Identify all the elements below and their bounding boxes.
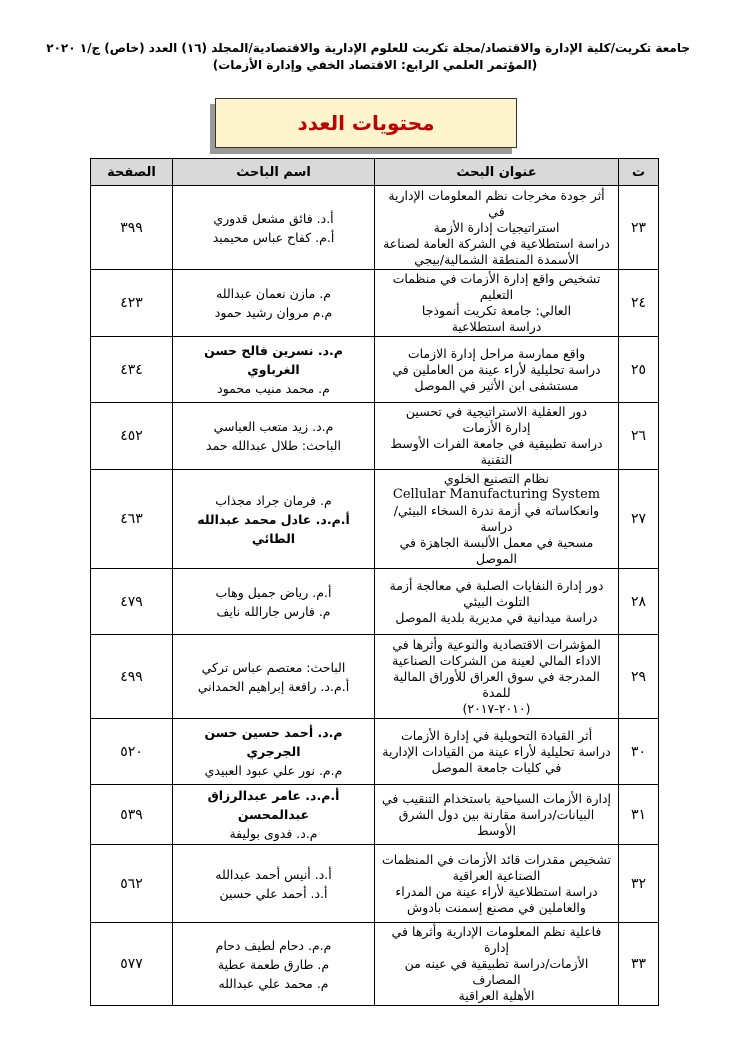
paper-title (375, 270, 619, 337)
paper-title-line: الصناعية العراقية (452, 867, 541, 883)
paper-title-line: في كليات جامعة الموصل (431, 759, 562, 775)
paper-title-line: دور إدارة النفايات الصلبة في معالجة أزمة (389, 577, 604, 593)
author-names (173, 635, 375, 719)
page-number: ٤٣٤ (91, 337, 173, 403)
author-name: أ.م.د. رافعة إبراهيم الحمداني (197, 678, 350, 694)
row-number: ٢٤ (619, 270, 659, 337)
author-name: م. محمد علي عبدالله (218, 975, 329, 991)
page-number: ٤٢٣ (91, 270, 173, 337)
paper-title-line: دراسة استطلاعية في الشركة العامة لصناعة (383, 235, 610, 251)
paper-title-line: التلوث البيئي (463, 593, 530, 609)
table-row (91, 337, 659, 403)
row-number: ٢٩ (619, 635, 659, 719)
row-number: ٢٦ (619, 403, 659, 470)
paper-title-line: إدارة الأزمات السياحية باستخدام التنقيب في (381, 790, 612, 806)
row-number: ٣٢ (619, 845, 659, 923)
paper-title-line: المؤشرات الاقتصادية والنوعية وأثرها في (392, 636, 601, 652)
author-name: أ.د. أنيس أحمد عبدالله (215, 866, 332, 882)
header-title: عنوان البحث (375, 159, 619, 186)
paper-title (375, 785, 619, 845)
paper-title-line: فاعلية نظم المعلومات الإدارية وأثرها في إدارة (391, 924, 602, 955)
author-name: أ.م.د. عادل محمد عبدالله الطائي (197, 511, 350, 546)
author-name: م.م. نور علي عبود العبيدي (204, 763, 343, 778)
paper-title-line: دراسة استطلاعية (451, 319, 542, 334)
paper-title (375, 403, 619, 470)
paper-title-line: واقع ممارسة مراحل إدارة الازمات (407, 345, 586, 361)
paper-title-line: Cellular Manufacturing System (392, 487, 601, 502)
table-row (91, 569, 659, 635)
paper-title-line: (٢٠١٠-٢٠١٧) (462, 700, 531, 716)
conference-name: (المؤتمر العلمي الرابع: الاقتصاد الخفي وإدارة الأزمات) (212, 58, 538, 72)
author-name: م. طارق طعمة عطية (217, 956, 330, 972)
paper-title-line: دراسة تطبيقية في جامعة الفرات الأوسط التقنية (390, 436, 603, 467)
row-number: ٢٧ (619, 470, 659, 569)
page-number: ٤٧٩ (91, 569, 173, 635)
author-names (173, 270, 375, 337)
author-names (173, 403, 375, 470)
page-number: ٣٩٩ (91, 186, 173, 270)
paper-title-line: والعاملين في مصنع إسمنت بادوش (407, 899, 586, 915)
journal-header (46, 40, 690, 74)
table-row (91, 186, 659, 270)
author-name: م.د. زيد متعب العباسي (213, 419, 334, 434)
row-number: ٢٨ (619, 569, 659, 635)
paper-title-line: إدارة الأزمات (462, 420, 531, 435)
paper-title-line: استراتيجيات إدارة الأزمة (433, 219, 560, 235)
author-name: أ.د. فائق مشعل قدوري (213, 210, 334, 226)
page-number: ٥٣٩ (91, 785, 173, 845)
page-number: ٥٦٢ (91, 845, 173, 923)
author-name: أ.م. رياض جميل وهاب (215, 584, 332, 600)
row-number: ٢٣ (619, 186, 659, 270)
paper-title-line: دراسة تحليلية لأراء عينة من العاملين في (392, 361, 601, 377)
paper-title-line: الأهلية العراقية (458, 988, 535, 1003)
page-number: ٥٢٠ (91, 719, 173, 785)
paper-title-line: نظام التصنيع الخلوي (443, 471, 550, 486)
author-name: م. فرمان جراد مجذاب (215, 492, 332, 508)
page-number: ٥٧٧ (91, 923, 173, 1006)
header-number: ت (619, 159, 659, 186)
table-row (91, 470, 659, 569)
page-number: ٤٦٣ (91, 470, 173, 569)
author-name: م.د. نسرين فالح حسن الغرباوي (204, 343, 343, 377)
author-name: أ.م. كفاح عباس محيميد (212, 229, 335, 245)
author-name: م. فارس جارالله نايف (216, 603, 331, 619)
paper-title-line: تشخيص مقدرات قائد الأزمات في المنظمات (382, 851, 611, 867)
paper-title (375, 470, 619, 569)
journal-citation: جامعة تكريت/كلية الإدارة والاقتصاد/مجلة تكريت للعلوم الإدارية والاقتصادية/المجلد (١٦) العدد (خاص) ج/١ ٢٠٢٠ (46, 41, 690, 55)
header-page: الصفحة (91, 159, 173, 186)
paper-title-line: الأزمات/دراسة تطبيقية في عينه من المصارف (404, 956, 589, 987)
author-name: أ.م.د. عامر عبدالرزاق عبدالمحسن (207, 788, 340, 822)
page-title: محتويات العدد (297, 111, 435, 135)
author-name: م. محمد منيب محمود (217, 381, 330, 396)
paper-title-line: العالي: جامعة تكريت أنموذجا (421, 303, 572, 318)
paper-title (375, 337, 619, 403)
row-number: ٢٥ (619, 337, 659, 403)
paper-title (375, 569, 619, 635)
row-number: ٣٣ (619, 923, 659, 1006)
author-names (173, 719, 375, 785)
paper-title (375, 719, 619, 785)
contents-table (90, 158, 659, 1006)
paper-title-line: تشخيص واقع إدارة الأزمات في منظمات التعليم (392, 271, 601, 302)
page-number: ٤٩٩ (91, 635, 173, 719)
paper-title-line: مستشفى ابن الأثير في الموصل (414, 377, 579, 393)
author-names (173, 569, 375, 635)
table-row (91, 270, 659, 337)
paper-title (375, 635, 619, 719)
table-row (91, 635, 659, 719)
row-number: ٣١ (619, 785, 659, 845)
author-name: م.د. فدوى بوليفة (229, 826, 318, 841)
table-body (91, 186, 659, 1006)
author-names (173, 845, 375, 923)
paper-title-line: مسحية في معمل الألبسة الجاهزة في الموصل (399, 535, 594, 566)
author-name: م. مازن نعمان عبدالله (216, 286, 331, 301)
paper-title (375, 186, 619, 270)
author-name: م.م مروان رشيد حمود (214, 305, 333, 320)
paper-title-line: وانعكاساته في أزمة ندرة السخاء البيئي/دراسة (393, 503, 600, 534)
row-number: ٣٠ (619, 719, 659, 785)
table-row (91, 403, 659, 470)
table-row (91, 785, 659, 845)
contents-title-box (215, 98, 517, 148)
table-row (91, 845, 659, 923)
author-name: أ.د. أحمد علي حسين (219, 885, 328, 901)
paper-title (375, 923, 619, 1006)
author-names (173, 337, 375, 403)
table-header-row (91, 159, 659, 186)
author-names (173, 785, 375, 845)
paper-title-line: دور العقلية الاستراتيجية في تحسين (405, 404, 588, 419)
author-names (173, 470, 375, 569)
page-number: ٤٥٢ (91, 403, 173, 470)
author-name: م.م. دحام لطيف دحام (215, 937, 332, 953)
paper-title-line: أثر جودة مخرجات نظم المعلومات الإدارية في (388, 187, 605, 219)
paper-title-line: الاداء المالي لعينة من الشركات الصناعية (392, 652, 601, 668)
paper-title-line: أثر القيادة التحويلية في إدارة الأزمات (400, 727, 593, 743)
table-row (91, 719, 659, 785)
paper-title-line: دراسة ميدانية في مديرية بلدية الموصل (395, 609, 598, 625)
paper-title-line: دراسة استطلاعية لأراء عينة من المدراء (395, 883, 598, 899)
paper-title-line: الأسمدة المنطقة الشمالية/بيجي (414, 251, 579, 267)
paper-title-line: البيانات/دراسة مقارنة بين دول الشرق الأوسط (398, 806, 595, 838)
paper-title (375, 845, 619, 923)
author-name: الباحث: معتصم عباس تركي (201, 659, 346, 675)
author-name: الباحث: طلال عبدالله حمد (206, 438, 341, 453)
paper-title-line: دراسة تحليلية لأراء عينة من القيادات الإدارية (382, 743, 611, 759)
header-author: اسم الباحث (173, 159, 375, 186)
author-name: م.د. أحمد حسين حسن الجرجري (204, 725, 343, 759)
author-names (173, 186, 375, 270)
author-names (173, 923, 375, 1006)
table-row (91, 923, 659, 1006)
paper-title-line: المدرجة في سوق العراق للأوراق المالية للمدة (393, 668, 600, 700)
